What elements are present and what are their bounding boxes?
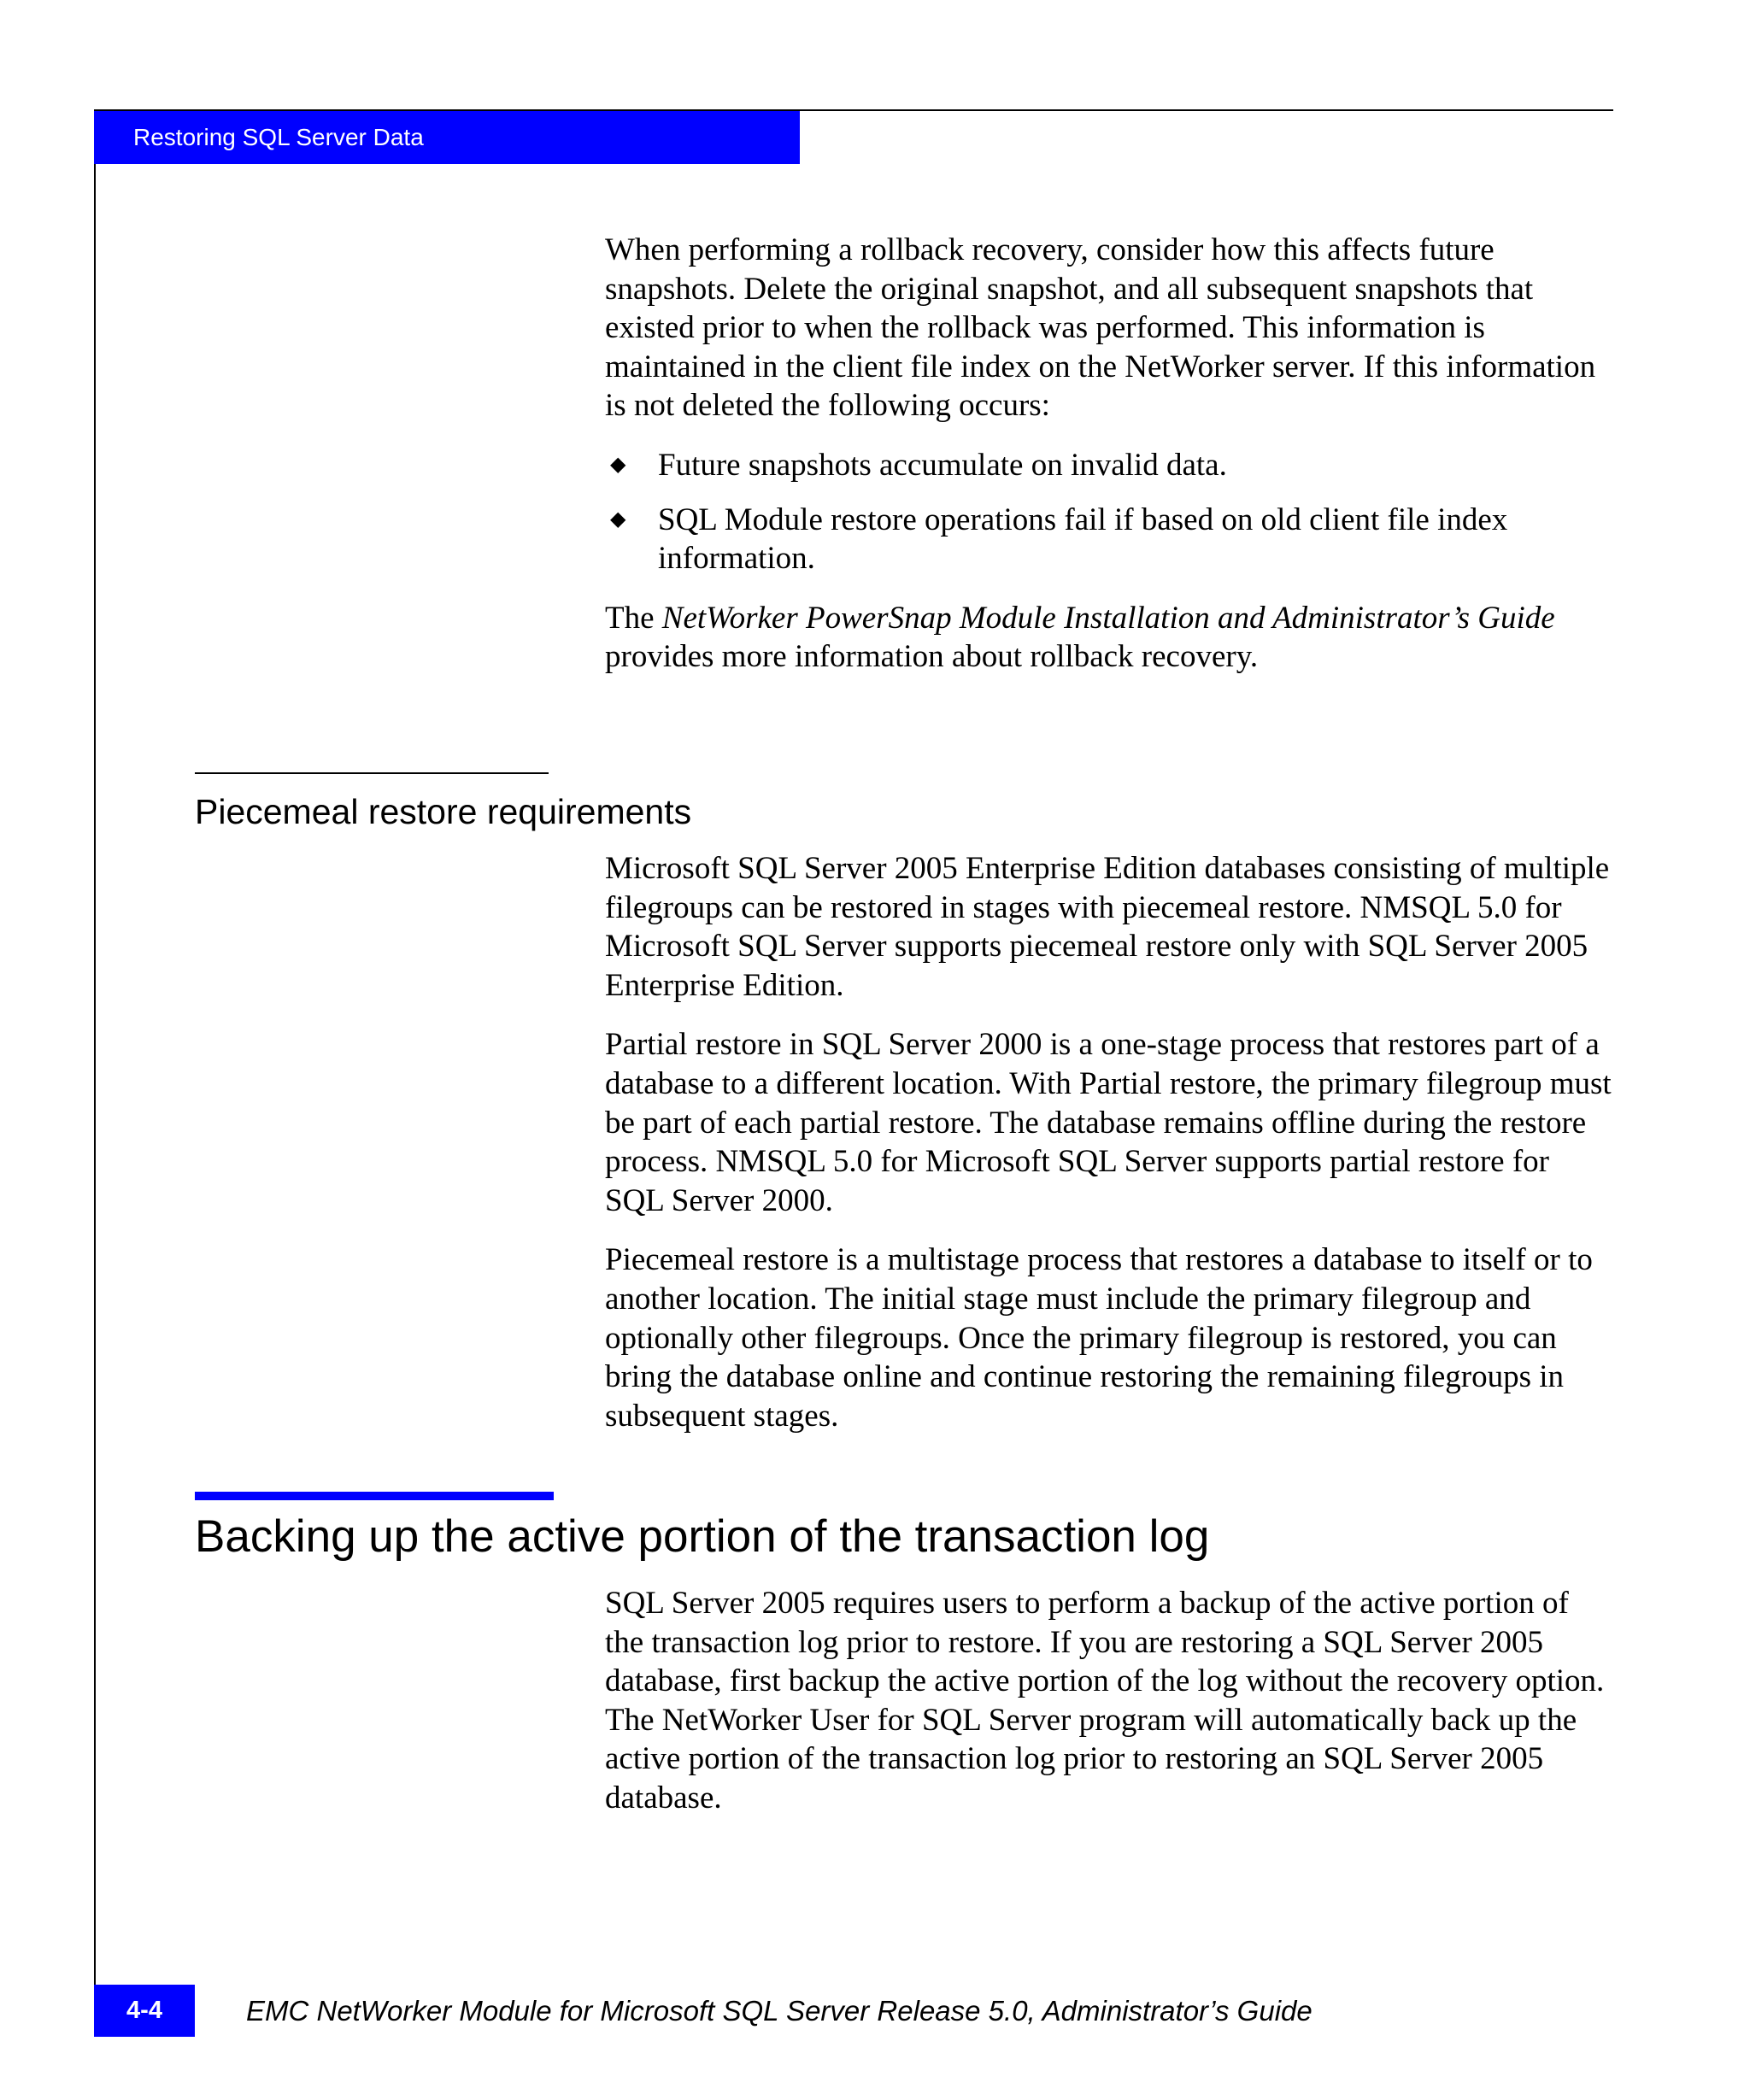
piecemeal-paragraph-3: Piecemeal restore is a multistage process that restores a database to itself or to another location. The initial stage must include the primary filegroup and optionally other filegroups. Once the primary filegroup is restored, you can bring the database online and continue restoring the remaining filegroups in subsequent stages. — [605, 1242, 1593, 1434]
footer-book-title: EMC NetWorker Module for Microsoft SQL Server Release 5.0, Administrator’s Guide — [246, 1995, 1312, 2027]
rollback-intro-paragraph: When performing a rollback recovery, consider how this affects future snapshots. Delete the original snapshot, and all subsequent snapshots that existed prior to when the rollback was performed. This information is maintained in the client file index on the NetWorker server. If this information is not deleted the following occurs: — [605, 232, 1596, 424]
reference-suffix: provides more information about rollback recovery. — [605, 639, 1259, 675]
page-number: 4-4 — [94, 1985, 195, 2037]
bullet-text: Future snapshots accumulate on invalid data. — [658, 447, 1227, 483]
bullet-text: SQL Module restore operations fail if based on old client file index information. — [658, 502, 1508, 577]
piecemeal-paragraph-2: Partial restore in SQL Server 2000 is a one-stage process that restores part of a database to a different location. With Partial restore, the primary filegroup must be part of each partial restore. The database remains offline during the restore process. NMSQL 5.0 for Microsoft SQL Server supports partial restore for SQL Server 2000. — [605, 1027, 1612, 1218]
subheading-rule — [195, 772, 549, 774]
reference-book-title: NetWorker PowerSnap Module Installation and Administrator’s Guide — [661, 600, 1555, 636]
rollback-section — [605, 231, 1613, 677]
rollback-reference-paragraph — [605, 599, 1613, 677]
heading-accent-bar — [195, 1492, 554, 1500]
piecemeal-paragraph-1: Microsoft SQL Server 2005 Enterprise Edition databases consisting of multiple filegroups can be restored in stages with piecemeal restore. NMSQL 5.0 for Microsoft SQL Server supports piecemeal restore only with SQL Server 2005 Enterprise Edition. — [605, 851, 1610, 1003]
margin-rule — [94, 109, 96, 2037]
diamond-bullet-icon: ◆ — [610, 507, 626, 531]
transaction-log-paragraph: SQL Server 2005 requires users to perform a backup of the active portion of the transaction log prior to restore. If you are restoring a SQL Server 2005 database, first backup the active portion of the log without the recovery option. The NetWorker User for SQL Server program will automatically back up the active portion of the transaction log prior to restoring an SQL Server 2005 database. — [605, 1586, 1605, 1816]
rollback-bullet-list — [605, 446, 1613, 578]
diamond-bullet-icon: ◆ — [610, 453, 626, 476]
piecemeal-section — [605, 849, 1613, 1435]
transaction-log-heading: Backing up the active portion of the transaction log — [195, 1511, 1210, 1562]
piecemeal-heading: Piecemeal restore requirements — [195, 792, 692, 831]
reference-prefix: The — [605, 600, 662, 636]
list-item — [605, 446, 1613, 485]
transaction-log-section — [605, 1584, 1613, 1818]
section-header-tab: Restoring SQL Server Data — [94, 111, 800, 164]
list-item — [605, 501, 1613, 578]
